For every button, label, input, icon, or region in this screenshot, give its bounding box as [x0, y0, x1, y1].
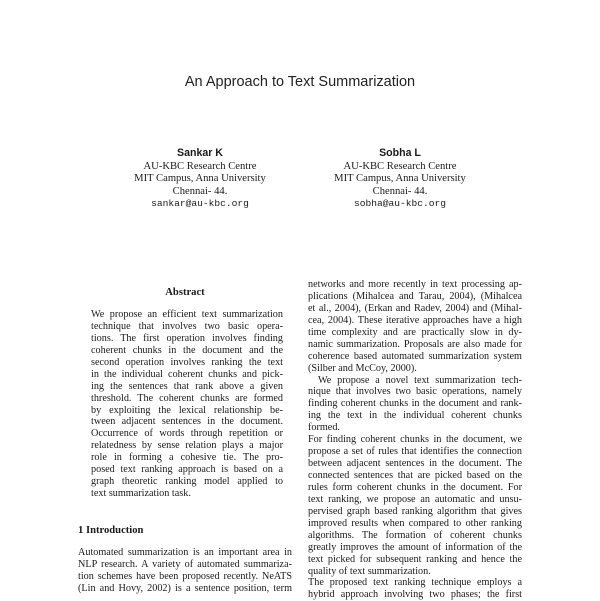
body-line: rules form coherent chunks in the document. For: [308, 481, 522, 493]
body-line: coherence based automated summarization system: [308, 350, 522, 362]
abstract-body: [91, 309, 283, 500]
abstract-line: graph theoretic ranking model applied to: [91, 476, 283, 488]
body-line: networks and more recently in text processing ap-: [308, 279, 522, 290]
body-line: (Silber and McCoy, 2000).: [308, 362, 417, 374]
body-line: text picked for subsequent ranking and hence the: [308, 553, 522, 565]
introduction-body: [78, 547, 292, 595]
abstract-line: ing the sentences that rank above a given: [91, 380, 283, 392]
author-block-2: [300, 147, 500, 211]
body-line: quality of text summarization.: [308, 565, 431, 577]
body-line: cea, 2004). These iterative approaches have a high: [308, 314, 522, 326]
body-line: connected sentences that are picked based on the: [308, 470, 522, 481]
abstract-line: tween adjacent sentences in the document.: [91, 416, 283, 428]
introduction-line: (Lin and Hovy, 2002) is a sentence position, term: [78, 582, 292, 594]
body-line: For finding coherent chunks in the document, we: [308, 434, 522, 446]
author-block-1: [100, 147, 300, 211]
introduction-line: NLP research. A variety of automated summariza-: [78, 558, 292, 570]
body-line: propose a set of rules that identifies the connection: [308, 446, 522, 458]
introduction-line: tion schemes have been proposed recently. NeATS: [78, 570, 292, 582]
abstract-line: coherent chunks in the document and the: [91, 344, 283, 356]
abstract-line: Occurrence of words through repetition or: [91, 428, 283, 440]
abstract-line: posed text ranking approach is based on a: [91, 464, 283, 476]
body-line: greatly improves the amount of information of the: [308, 541, 522, 553]
body-line: pervised graph based ranking algorithm that gives: [308, 505, 522, 517]
body-line: ing the text in the individual coherent chunks: [308, 410, 522, 422]
body-line: algorithms. The formation of coherent chunks: [308, 529, 522, 541]
abstract-line: in the individual coherent chunks and pick-: [91, 368, 283, 380]
abstract-line: technique that involves two basic opera-: [91, 320, 283, 332]
body-line: plications (Mihalcea and Tarau, 2004), (Mihalcea: [308, 290, 522, 302]
author-affiliation-line: MIT Campus, Anna University: [134, 173, 266, 185]
right-paragraph-1: [308, 279, 522, 375]
right-paragraph-3: [308, 434, 522, 577]
body-line: hybrid approach involving two phases; the first: [308, 589, 522, 601]
body-line: et al., 2004), (Erkan and Radev, 2004) and (Mihal-: [308, 302, 522, 314]
abstract-line: relatedness by sense relation plays a major: [91, 440, 283, 452]
author-affiliation-line: MIT Campus, Anna University: [334, 173, 466, 185]
abstract-line: by exploiting the lexical relationship be-: [91, 404, 283, 416]
author-affiliation-line: AU-KBC Research Centre: [143, 160, 257, 172]
section-heading-introduction: 1 Introduction: [78, 525, 144, 536]
body-line: The proposed text ranking technique employs a: [308, 577, 522, 589]
author-email: sobha@au-kbc.org: [353, 198, 447, 210]
abstract-line: We propose an efficient text summarization: [91, 309, 283, 320]
body-line: text ranking, we propose an automatic and unsu-: [308, 493, 522, 505]
abstract-line: role in forming a cohesive tie. The pro-: [91, 452, 283, 464]
body-line: nique that involves two basic operations, namely: [308, 386, 522, 398]
author-affiliation-line: AU-KBC Research Centre: [343, 160, 457, 172]
body-line: namic summarization. Proposals are also made for: [308, 338, 522, 350]
body-line: We propose a novel text summarization tech-: [318, 374, 522, 386]
abstract-line: second operation involves ranking the text: [91, 356, 283, 368]
author-name: Sankar K: [177, 147, 223, 159]
body-line: finding coherent chunks in the document and rank-: [308, 398, 522, 410]
body-line: formed.: [308, 422, 340, 434]
author-email: sankar@au-kbc.org: [151, 198, 249, 210]
body-line: time complexity and are practically slow in dy-: [308, 326, 522, 338]
author-name: Sobha L: [379, 147, 421, 159]
abstract-heading: Abstract: [165, 287, 205, 298]
body-line: improved results when compared to other ranking: [308, 517, 522, 529]
paper-title: An Approach to Text Summarization: [184, 74, 416, 90]
right-paragraph-2: [308, 375, 522, 435]
abstract-line: tions. The first operation involves finding: [91, 332, 283, 344]
author-affiliation-line: Chennai- 44.: [372, 185, 428, 197]
introduction-line: Automated summarization is an important area in: [78, 547, 292, 558]
body-line: between adjacent sentences in the document. The: [308, 458, 522, 470]
right-column: [308, 279, 522, 601]
author-affiliation-line: Chennai- 44.: [172, 185, 228, 197]
abstract-line: threshold. The coherent chunks are formed: [91, 392, 283, 404]
right-paragraph-4: [308, 577, 522, 601]
abstract-line: text summarization task.: [91, 488, 191, 500]
